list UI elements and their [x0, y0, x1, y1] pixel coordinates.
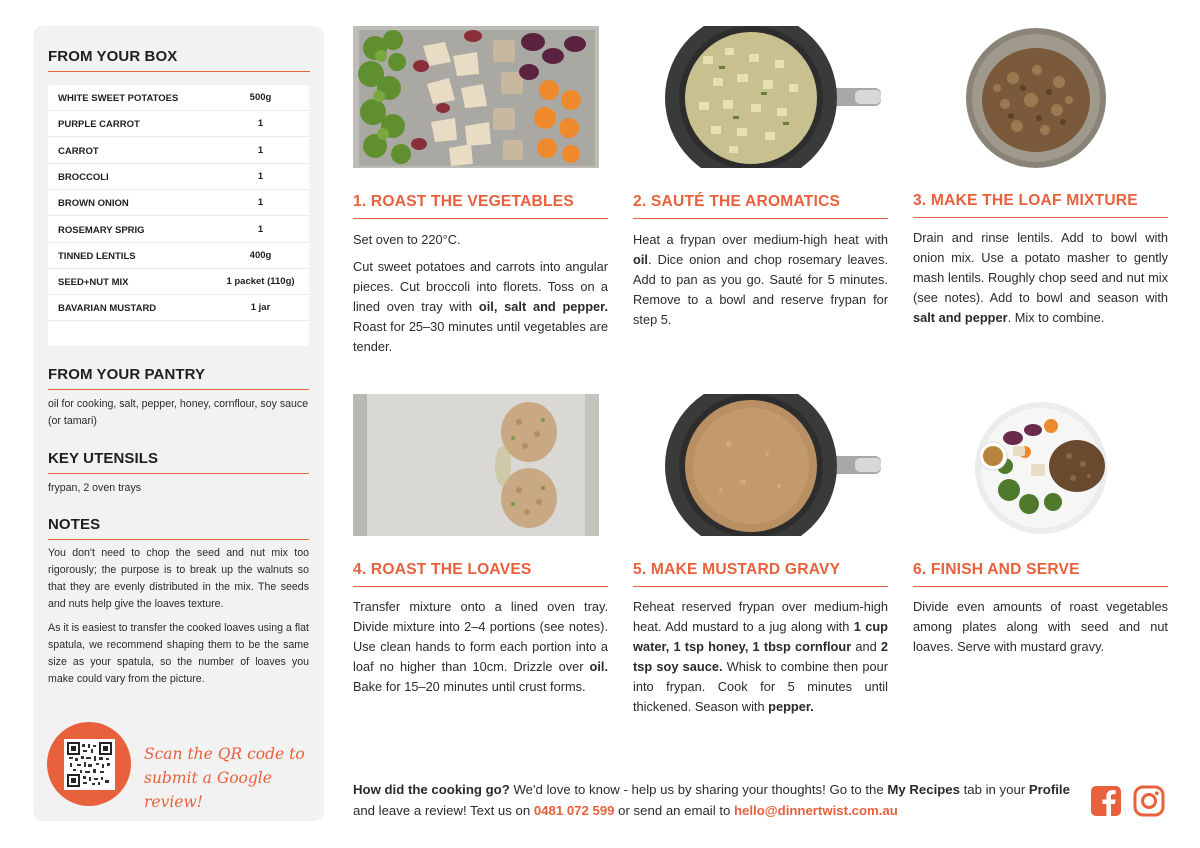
- step-paragraph: Cut sweet potatoes and carrots into angular pieces. Cut broccoli into florets. Toss on a lined oven tray with oil, salt and pepper. Roast for 25–30 minutes until vegetables are tender.: [353, 259, 608, 354]
- step-paragraph: Reheat reserved frypan over medium-high heat. Add mustard to a jug along with 1 cup water, 1 tsp honey, 1 tbsp cornflour and 2 tsp soy sauce. Whisk to combine then pour into frypan. Cook for 5 minutes until thickened. Season with pepper.: [633, 599, 888, 714]
- footer-question: How did the cooking go?: [353, 782, 510, 797]
- ingredient-name: CARROT: [58, 145, 99, 157]
- step-5-body: [633, 597, 888, 717]
- ingredient-row: [48, 164, 309, 190]
- instagram-icon[interactable]: [1133, 785, 1165, 817]
- ingredient-qty: 1: [257, 170, 264, 182]
- saute-aromatics-photo: [633, 26, 888, 168]
- step-4-title: 4. ROAST THE LOAVES: [353, 561, 608, 587]
- ingredient-qty: 500g: [249, 92, 272, 103]
- qr-code-icon: [67, 742, 112, 787]
- phone-link[interactable]: 0481 072 599: [533, 803, 615, 818]
- qr-badge: [47, 722, 131, 806]
- sidebar: [33, 26, 324, 821]
- step-paragraph: Drain and rinse lentils. Add to bowl with onion mix. Use a potato masher to gently mash lentils. Roughly chop seed and nut mix (see notes). Add to bowl and season with salt and pepper. Mix to combine.: [913, 230, 1168, 325]
- step-paragraph: Set oven to 220°C.: [353, 232, 461, 247]
- ingredient-name: BROWN ONION: [58, 198, 129, 210]
- notes-title: NOTES: [48, 516, 309, 540]
- step-paragraph: Transfer mixture onto a lined oven tray. Divide mixture into 2–4 portions (see notes). Use clean hands to form each portion into a loaf no higher than 10cm. Drizzle over oil. Bake for 15–20 minutes until crust forms.: [353, 599, 608, 694]
- step-paragraph: Heat a frypan over medium-high heat with oil. Dice onion and chop rosemary leaves. Add to pan as you go. Sauté for 5 minutes. Remove to a bowl and reserve frypan for step 5.: [633, 232, 888, 327]
- step-3-title: 3. MAKE THE LOAF MIXTURE: [913, 192, 1168, 218]
- ingredient-row: [48, 295, 309, 321]
- ingredient-qty: 1: [257, 197, 264, 209]
- ingredient-qty: 1: [257, 223, 264, 235]
- utensils-text: frypan, 2 oven trays: [48, 482, 142, 494]
- ingredient-row: [48, 138, 309, 164]
- step-5-title: 5. MAKE MUSTARD GRAVY: [633, 561, 888, 587]
- step-2-body: [633, 230, 888, 330]
- roast-loaves-photo: [353, 394, 599, 536]
- ingredients-table: [48, 85, 309, 346]
- my-recipes-tab-link[interactable]: My Recipes: [887, 782, 960, 797]
- ingredient-name: BAVARIAN MUSTARD: [58, 303, 157, 315]
- ingredient-qty: 1 packet (110g): [226, 276, 295, 288]
- ingredient-row: [48, 85, 309, 111]
- qr-caption-line-2: submit a Google review!: [144, 769, 272, 811]
- qr-caption-line-1: Scan the QR code to: [144, 745, 305, 763]
- footer-text-1: We'd love to know - help us by sharing your thoughts! Go to the: [509, 782, 888, 797]
- step-6-body: [913, 597, 1168, 657]
- ingredient-row: [48, 190, 309, 216]
- ingredient-qty: 1: [257, 144, 264, 156]
- step-paragraph: Divide even amounts of roast vegetables among plates along with seed and nut loaves. Serve with mustard gravy.: [913, 599, 1168, 654]
- email-link[interactable]: hello@dinnertwist.com.au: [734, 803, 898, 818]
- ingredient-name: ROSEMARY SPRIG: [58, 224, 145, 236]
- mustard-gravy-photo: [633, 394, 888, 536]
- pantry-text: oil for cooking, salt, pepper, honey, cornflour, soy sauce (or tamari): [48, 398, 309, 427]
- ingredient-name: BROCCOLI: [58, 171, 109, 183]
- utensils-title: KEY UTENSILS: [48, 450, 309, 474]
- loaf-mixture-photo: [913, 26, 1168, 168]
- step-3-body: [913, 228, 1168, 328]
- step-2-title: 2. SAUTÉ THE AROMATICS: [633, 193, 888, 219]
- roast-vegetables-photo: [353, 26, 599, 168]
- ingredient-name: SEED+NUT MIX: [58, 277, 129, 289]
- from-box-title: FROM YOUR BOX: [48, 48, 310, 72]
- step-6-title: 6. FINISH AND SERVE: [913, 561, 1168, 587]
- ingredient-name: WHITE SWEET POTATOES: [58, 93, 179, 104]
- ingredient-row: [48, 243, 309, 269]
- ingredient-qty: 400g: [249, 249, 272, 261]
- ingredient-qty: 1: [257, 118, 264, 130]
- notes-paragraph-1: You don't need to chop the seed and nut mix too rigorously; the purpose is to break up the walnuts so that they are evenly distributed in the mix. The seeds and nuts help give the loaves texture.: [48, 547, 309, 610]
- qr-code[interactable]: [64, 739, 115, 790]
- footer-text-3: and leave a review! Text us on: [353, 803, 534, 818]
- ingredient-qty: 1 jar: [250, 302, 271, 314]
- facebook-icon[interactable]: [1090, 785, 1122, 817]
- finish-serve-photo: [913, 394, 1168, 536]
- footer-text-2: tab in your: [959, 782, 1029, 797]
- pantry-title: FROM YOUR PANTRY: [48, 366, 309, 390]
- notes-paragraph-2: As it is easiest to transfer the cooked loaves using a flat spatula, we recommend shaping them to be the same size as your spatula, so the number of loaves you make could vary from the picture.: [48, 622, 309, 685]
- review-footer: [353, 779, 1073, 821]
- ingredient-row: [48, 217, 309, 243]
- qr-caption: [144, 742, 314, 814]
- profile-link[interactable]: Profile: [1028, 782, 1070, 797]
- step-1-body: [353, 230, 608, 357]
- step-4-body: [353, 597, 608, 697]
- ingredient-name: TINNED LENTILS: [58, 250, 136, 262]
- ingredient-name: PURPLE CARROT: [58, 119, 140, 131]
- ingredient-row: [48, 269, 309, 295]
- step-1-title: 1. ROAST THE VEGETABLES: [353, 193, 608, 219]
- footer-text-4: or send an email to: [614, 803, 734, 818]
- ingredient-row: [48, 111, 309, 137]
